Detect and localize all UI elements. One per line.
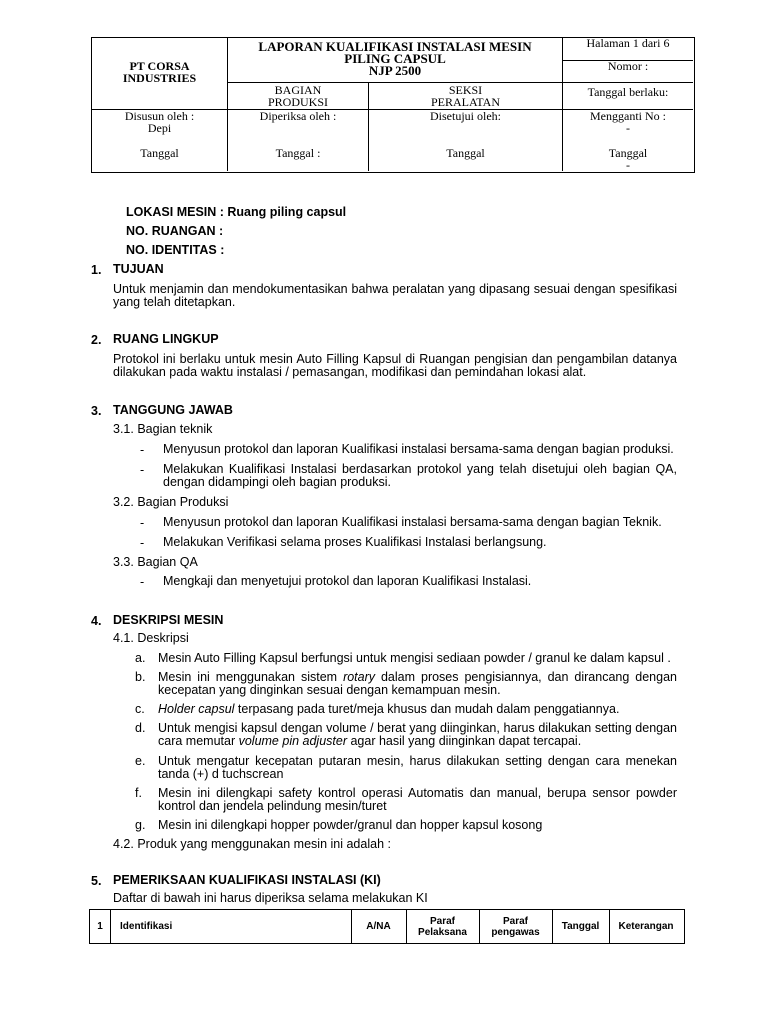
disusun-oleh: Disusun oleh : Depi xyxy=(124,109,195,135)
section-1-text: Untuk menjamin dan mendokumentasikan bahwa peralatan yang dipasang sesuai dengan spesifikasi yang telah ditetapkan. xyxy=(113,282,677,309)
nomor-label: Nomor : xyxy=(607,59,649,73)
section-2-number: 2. xyxy=(91,333,102,347)
list-item: Mengkaji dan menyetujui protokol dan laporan Kualifikasi Instalasi. xyxy=(163,574,532,588)
column-paraf-pelaksana: Paraf Pelaksana xyxy=(418,915,467,938)
document-title: LAPORAN KUALIFIKASI INSTALASI MESIN PILING CAPSUL NJP 2500 xyxy=(258,39,532,78)
item-marker: c. xyxy=(135,702,145,716)
section-2-title: RUANG LINGKUP xyxy=(113,332,219,346)
subsection-3-2: 3.2. Bagian Produksi xyxy=(113,495,229,509)
section-3-title: TANGGUNG JAWAB xyxy=(113,403,233,417)
tanggal-disetujui: Tanggal xyxy=(446,146,485,160)
column-ana: A/NA xyxy=(366,921,391,932)
list-item: Mesin ini menggunakan sistem rotary dalam proses pengisiannya, dan dirancang dengan kecepatan yang dinginkan sesuai dengan kemampuan mesin. xyxy=(158,670,677,697)
list-item: Melakukan Verifikasi selama proses Kualifikasi Instalasi berlangsung. xyxy=(163,535,547,549)
bullet-dash: - xyxy=(140,536,145,550)
item-marker: f. xyxy=(135,786,142,800)
column-number: 1 xyxy=(97,921,103,932)
tanggal-mengganti: Tanggal - xyxy=(608,146,648,172)
item-marker: a. xyxy=(135,651,146,665)
column-paraf-pengawas: Paraf pengawas xyxy=(491,915,540,938)
tanggal-diperiksa: Tanggal : xyxy=(275,146,321,160)
subsection-4-1: 4.1. Deskripsi xyxy=(113,631,189,645)
column-identifikasi: Identifikasi xyxy=(120,921,173,932)
disetujui-oleh: Disetujui oleh: xyxy=(430,109,501,123)
company-name: PT CORSA INDUSTRIES xyxy=(122,59,197,85)
seksi-peralatan: SEKSI PERALATAN xyxy=(430,83,501,109)
subsection-3-1: 3.1. Bagian teknik xyxy=(113,422,213,436)
section-5-text: Daftar di bawah ini harus diperiksa selama melakukan KI xyxy=(113,891,428,905)
section-2-text: Protokol ini berlaku untuk mesin Auto Filling Kapsul di Ruangan pengisian dan pengambilan datanya dilakukan pada waktu instalasi / pemasangan, modifikasi dan pemindahan lokasi alat. xyxy=(113,352,677,379)
lokasi-mesin: LOKASI MESIN : Ruang piling capsul xyxy=(126,205,347,219)
item-marker: g. xyxy=(135,818,146,832)
mengganti-no: Mengganti No : - xyxy=(590,109,666,135)
section-1-number: 1. xyxy=(91,263,102,277)
ki-table-header xyxy=(89,909,685,944)
section-1-title: TUJUAN xyxy=(113,262,164,276)
section-5-title: PEMERIKSAAN KUALIFIKASI INSTALASI (KI) xyxy=(113,873,381,887)
column-keterangan: Keterangan xyxy=(618,921,674,932)
bullet-dash: - xyxy=(140,443,145,457)
section-3-number: 3. xyxy=(91,404,102,418)
no-identitas: NO. IDENTITAS : xyxy=(126,243,225,257)
list-item: Mesin ini dilengkapi hopper powder/granul dan hopper kapsul kosong xyxy=(158,818,543,832)
page-indicator: Halaman 1 dari 6 xyxy=(586,36,670,50)
section-4-title: DESKRIPSI MESIN xyxy=(113,613,224,627)
section-4-number: 4. xyxy=(91,614,102,628)
bullet-dash: - xyxy=(140,516,145,530)
list-item: Untuk mengisi kapsul dengan volume / berat yang diinginkan, harus dilakukan setting dengan cara memutar volume pin adjuster agar hasil yang diinginkan dapat tercapai. xyxy=(158,721,677,748)
list-item: Untuk mengatur kecepatan putaran mesin, harus dilakukan setting dengan cara menekan tanda (+) d tuchscrean xyxy=(158,754,677,781)
list-item: Melakukan Kualifikasi Instalasi berdasarkan protokol yang telah disetujui oleh bagian QA, dengan didampingi oleh bagian produksi. xyxy=(163,462,677,489)
tanggal-disusun: Tanggal xyxy=(140,146,179,160)
item-marker: b. xyxy=(135,670,146,684)
subsection-3-3: 3.3. Bagian QA xyxy=(113,555,198,569)
section-5-number: 5. xyxy=(91,874,102,888)
list-item: Menyusun protokol dan laporan Kualifikasi instalasi bersama-sama dengan bagian produksi. xyxy=(163,442,674,456)
list-item: Mesin ini dilengkapi safety kontrol operasi Automatis dan manual, berupa sensor powder kontrol dan jendela pelindung mesin/turet xyxy=(158,786,677,813)
item-marker: e. xyxy=(135,754,146,768)
item-marker: d. xyxy=(135,721,146,735)
diperiksa-oleh: Diperiksa oleh : xyxy=(259,109,337,123)
header-table xyxy=(91,37,695,173)
bullet-dash: - xyxy=(140,463,145,477)
list-item: Menyusun protokol dan laporan Kualifikasi instalasi bersama-sama dengan bagian Teknik. xyxy=(163,515,662,529)
list-item: Mesin Auto Filling Kapsul berfungsi untuk mengisi sediaan powder / granul ke dalam kapsul . xyxy=(158,651,671,665)
bullet-dash: - xyxy=(140,575,145,589)
column-tanggal: Tanggal xyxy=(561,921,600,932)
no-ruangan: NO. RUANGAN : xyxy=(126,224,224,238)
subsection-4-2: 4.2. Produk yang menggunakan mesin ini adalah : xyxy=(113,837,391,851)
bagian-produksi: BAGIAN PRODUKSI xyxy=(267,83,328,109)
list-item: Holder capsul terpasang pada turet/meja khusus dan mudah dalam penggatiannya. xyxy=(158,702,620,716)
tanggal-berlaku: Tanggal berlaku: xyxy=(587,85,669,99)
